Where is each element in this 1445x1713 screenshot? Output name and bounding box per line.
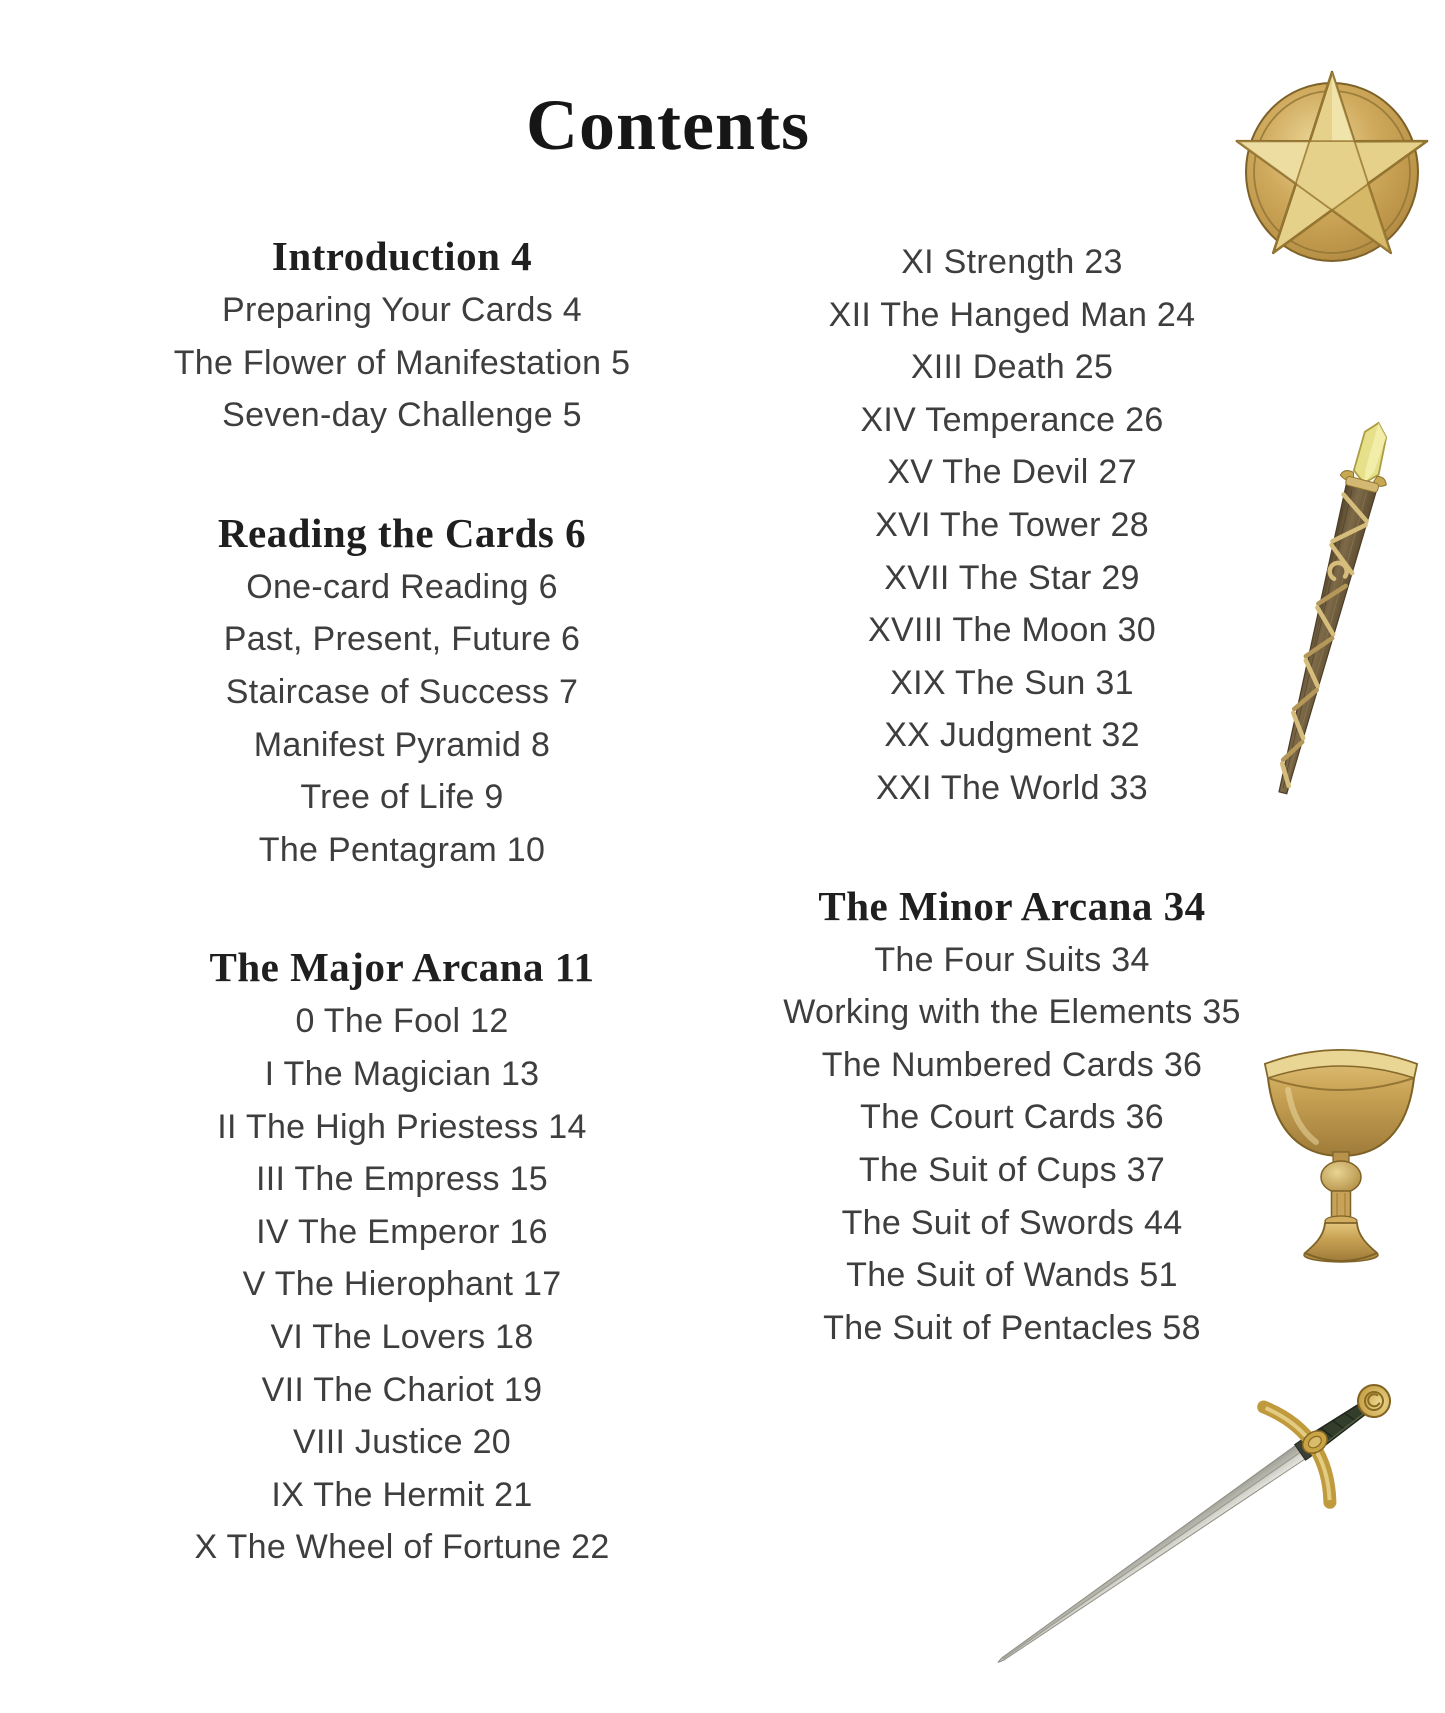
toc-item: The Court Cards 36: [860, 1098, 1164, 1137]
toc-item: One-card Reading 6: [246, 567, 558, 606]
toc-item: Seven-day Challenge 5: [222, 396, 582, 435]
toc-section-heading: The Minor Arcana 34: [818, 882, 1206, 929]
toc-item: The Pentagram 10: [258, 830, 546, 869]
toc-right-column: [742, 236, 1282, 1354]
toc-item: III The Empress 15: [255, 1160, 548, 1199]
toc-item: XVII The Star 29: [884, 558, 1140, 597]
toc-item: Staircase of Success 7: [225, 672, 579, 711]
wand-illustration: [1205, 395, 1405, 825]
toc-item: V The Hierophant 17: [242, 1265, 562, 1304]
toc-item: XIX The Sun 31: [890, 663, 1134, 702]
cup-illustration: [1256, 1038, 1426, 1266]
toc-section: [132, 939, 672, 1574]
toc-item: I The Magician 13: [264, 1054, 540, 1093]
toc-item: Working with the Elements 35: [783, 993, 1241, 1032]
toc-left-column: [132, 228, 672, 1574]
toc-section: [132, 228, 672, 442]
toc-item: The Suit of Pentacles 58: [823, 1308, 1201, 1347]
toc-item: Preparing Your Cards 4: [221, 291, 583, 329]
toc-item: XI Strength 23: [901, 243, 1123, 281]
toc-item: Manifest Pyramid 8: [253, 725, 551, 764]
toc-item: II The High Priestess 14: [217, 1107, 587, 1146]
toc-item: The Suit of Swords 44: [841, 1203, 1183, 1242]
toc-item: XVIII The Moon 30: [868, 611, 1156, 650]
toc-section: [132, 505, 672, 877]
toc-section-heading: The Major Arcana 11: [209, 944, 595, 991]
toc-section-heading: Introduction 4: [271, 233, 533, 279]
toc-item: VI The Lovers 18: [270, 1317, 534, 1356]
page-title: Contents: [525, 85, 810, 165]
sword-illustration: [950, 1355, 1420, 1685]
wand-icon: [1205, 395, 1405, 825]
toc-item: XX Judgment 32: [884, 716, 1140, 755]
toc-item: 0 The Fool 12: [295, 1002, 509, 1041]
toc-item: IX The Hermit 21: [271, 1475, 533, 1514]
toc-item: The Suit of Wands 51: [846, 1256, 1178, 1295]
toc-item: XII The Hanged Man 24: [828, 295, 1196, 334]
toc-item: The Four Suits 34: [874, 940, 1150, 979]
toc-item: IV The Emperor 16: [256, 1212, 548, 1251]
toc-section-heading: Reading the Cards 6: [217, 509, 587, 556]
toc-item: Past, Present, Future 6: [223, 620, 581, 659]
toc-item: The Suit of Cups 37: [858, 1150, 1166, 1189]
toc-item: XV The Devil 27: [887, 453, 1137, 492]
toc-item: XIII Death 25: [910, 348, 1114, 387]
chalice-icon: [1256, 1038, 1426, 1266]
sword-icon: [950, 1355, 1420, 1685]
toc-item: XIV Temperance 26: [860, 400, 1164, 439]
toc-item: Tree of Life 9: [300, 778, 504, 817]
toc-section: [742, 878, 1282, 1355]
toc-item: XXI The World 33: [876, 768, 1148, 807]
pentacle-coin-icon: [1227, 64, 1437, 280]
toc-item: XVI The Tower 28: [875, 505, 1149, 544]
pentacle-illustration: [1227, 64, 1437, 280]
toc-item: The Flower of Manifestation 5: [173, 343, 631, 382]
toc-item: VII The Chariot 19: [261, 1370, 543, 1409]
toc-section: [742, 236, 1282, 815]
toc-item: VIII Justice 20: [292, 1423, 512, 1462]
toc-item: X The Wheel of Fortune 22: [194, 1528, 610, 1567]
toc-item: The Numbered Cards 36: [821, 1045, 1203, 1084]
